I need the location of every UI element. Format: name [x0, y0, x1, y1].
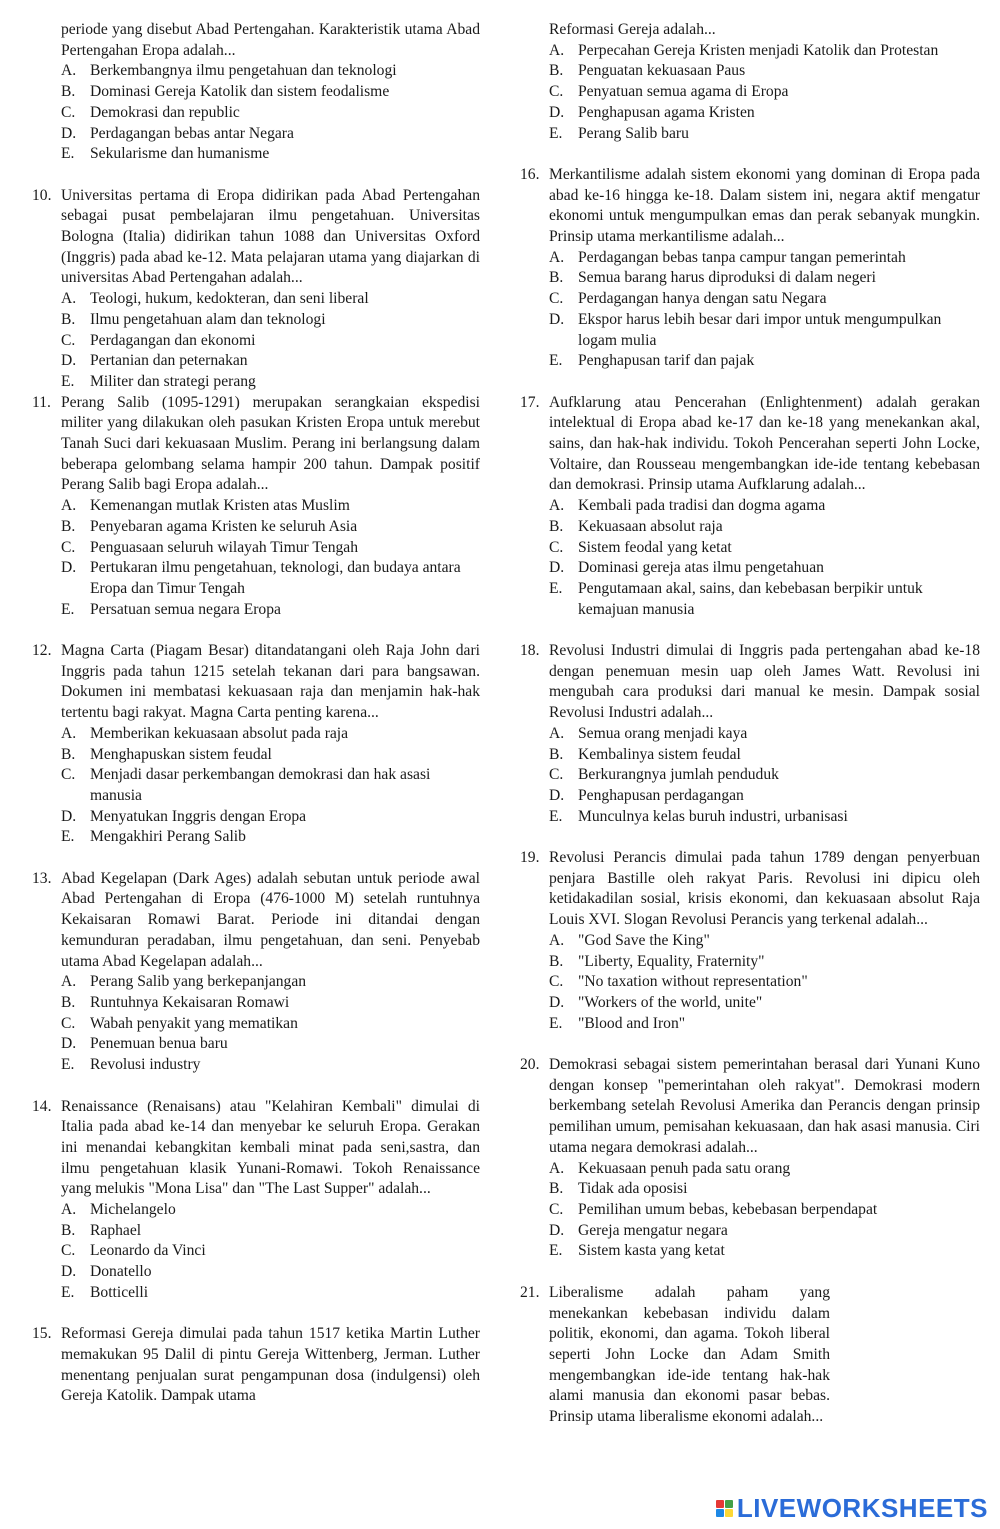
question-stem: Universitas pertama di Eropa didirikan pada Abad Pertengahan sebagai pusat pembelajaran ilmu pengetahuan. Universitas Bologna (Italia) didirikan tahun 1088 dan Universitas Oxford (Inggris) pada abad ke-12. Mata pelajaran utama yang diajarkan di universitas Abad Pertengahan adalah... [61, 186, 480, 287]
option-c[interactable]: C. Demokrasi dan republic [61, 103, 240, 121]
option-c[interactable]: C. "No taxation without representation" [549, 973, 808, 991]
question-stem: Revolusi Perancis dimulai pada tahun 1789 dengan penyerbuan penjara Bastille oleh rakyat Paris. Revolusi ini dipicu oleh ketidakadilan sosial, krisis ekonomi, dan kekuasaan absolut Raja Louis XVI. Slogan Revolusi Perancis yang terkenal adalah... [549, 849, 980, 929]
question-stem: periode yang disebut Abad Pertengahan. Karakteristik utama Abad Pertengahan Eropa adalah... [61, 21, 480, 59]
question-number: 14. [32, 1097, 52, 1115]
question-stem: Aufklarung atau Pencerahan (Enlightenment) adalah gerakan intelektual di Eropa abad ke-17 dan ke-18 yang menekankan akal, sains, dan hak-hak individu. Tokoh Pencerahan seperti John Locke, Voltaire, dan Rousseau mengembangkan ide-ide tentang kebebasan dan demokrasi. Prinsip utama Aufklarung adalah... [549, 393, 980, 494]
question-stem: Merkantilisme adalah sistem ekonomi yang dominan di Eropa pada abad ke-16 hingga ke-18. Dalam sistem ini, negara aktif mengatur ekonomi untuk mengumpulkan emas dan perak sebanyak mungkin. Prinsip utama merkantilisme adalah... [549, 165, 980, 246]
question-stem: Revolusi Industri dimulai di Inggris pada pertengahan abad ke-18 dengan penemuan mesin uap oleh James Watt. Revolusi ini mengubah cara produksi dari manual ke mesin. Dampak sosial Revolusi Industri adalah... [549, 642, 980, 722]
option-c[interactable]: C. Menjadi dasar perkembangan demokrasi dan hak asasi manusia [61, 766, 431, 804]
option-d[interactable]: D. Donatello [61, 1263, 152, 1281]
option-d[interactable]: D. Penemuan benua baru [61, 1035, 228, 1053]
question-number: 19. [520, 849, 540, 867]
option-a[interactable]: A. Kekuasaan penuh pada satu orang [549, 1159, 791, 1177]
question-number: 16. [520, 165, 540, 183]
option-d[interactable]: D. "Workers of the world, unite" [549, 993, 763, 1011]
question-15 [32, 1324, 480, 1407]
option-a[interactable]: A. Teologi, hukum, kedokteran, dan seni liberal [61, 290, 369, 308]
question-stem: Demokrasi sebagai sistem pemerintahan berasal dari Yunani Kuno dengan konsep "pemerintahan oleh rakyat". Demokrasi modern berkembang setelah Revolusi Amerika dan Perancis dengan prinsip pemilihan umum, pemisahan kekuasaan, dan hak asasi manusia. Ciri utama negara demokrasi adalah... [549, 1056, 980, 1156]
option-d[interactable]: D. Penghapusan agama Kristen [549, 103, 755, 121]
option-a[interactable]: A. "God Save the King" [549, 931, 710, 949]
option-d[interactable]: D. Dominasi gereja atas ilmu pengetahuan [549, 559, 824, 577]
question-11 [32, 393, 480, 621]
option-e[interactable]: E. Sistem kasta yang ketat [549, 1242, 725, 1260]
option-a[interactable]: A. Semua orang menjadi kaya [549, 724, 748, 742]
question-stem: Magna Carta (Piagam Besar) ditandatangani oleh Raja John dari Inggris pada tahun 1215 setelah tekanan dari para bangsawan. Dokumen ini membatasi kekuasaan raja dan menjamin hak-hak tertentu bagi rakyat. Magna Carta penting karena... [61, 642, 480, 722]
question-stem: Reformasi Gereja adalah... [549, 21, 716, 38]
option-d[interactable]: D. Pertukaran ilmu pengetahuan, teknologi, dan budaya antara Eropa dan Timur Tengah [61, 559, 461, 597]
option-c[interactable]: C. Wabah penyakit yang mematikan [61, 1014, 298, 1032]
question-9-continued [32, 20, 480, 165]
option-d[interactable]: D. Gereja mengatur negara [549, 1221, 728, 1239]
option-c[interactable]: C. Penguasaan seluruh wilayah Timur Tengah [61, 538, 359, 556]
option-b[interactable]: B. Raphael [61, 1221, 142, 1239]
option-a[interactable]: A. Michelangelo [61, 1201, 176, 1219]
option-c[interactable]: C. Berkurangnya jumlah penduduk [549, 766, 779, 784]
question-number: 10. [32, 186, 52, 204]
question-10 [32, 186, 480, 393]
option-a[interactable]: A. Perdagangan bebas tanpa campur tangan pemerintah [549, 248, 906, 266]
question-number: 18. [520, 642, 540, 660]
option-e[interactable]: E. Revolusi industry [61, 1056, 201, 1074]
option-e[interactable]: E. Persatuan semua negara Eropa [61, 600, 281, 618]
option-e[interactable]: E. Mengakhiri Perang Salib [61, 828, 246, 846]
question-stem: Renaissance (Renaisans) atau "Kelahiran Kembali" dimulai di Italia pada abad ke-14 dan menyebar ke seluruh Eropa. Gerakan ini menandai kebangkitan kembali minat pada seni,sastra, dan ilmu pengetahuan klasik Yunani-Romawi. Tokoh Renaissance yang melukis "Mona Lisa" dan "The Last Supper" adalah... [61, 1097, 480, 1198]
option-c[interactable]: C. Perdagangan hanya dengan satu Negara [549, 290, 827, 308]
option-a[interactable]: A. Perpecahan Gereja Kristen menjadi Katolik dan Protestan [549, 41, 939, 59]
option-e[interactable]: E. Perang Salib baru [549, 124, 689, 142]
left-column [32, 20, 480, 1407]
option-a[interactable]: A. Berkembangnya ilmu pengetahuan dan teknologi [61, 62, 397, 80]
option-a[interactable]: A. Perang Salib yang berkepanjangan [61, 973, 307, 991]
option-d[interactable]: D. Menyatukan Inggris dengan Eropa [61, 807, 307, 825]
question-number: 15. [32, 1325, 52, 1343]
option-e[interactable]: E. Botticelli [61, 1283, 149, 1301]
question-number: 13. [32, 869, 52, 887]
liveworksheets-logo-icon [716, 1500, 733, 1517]
option-b[interactable]: B. Tidak ada oposisi [549, 1180, 688, 1198]
question-number: 20. [520, 1056, 540, 1074]
option-b[interactable]: B. Ilmu pengetahuan alam dan teknologi [61, 310, 326, 328]
question-15-continued [520, 20, 980, 144]
option-a[interactable]: A. Kembali pada tradisi dan dogma agama [549, 497, 826, 515]
question-12 [32, 641, 480, 848]
question-number: 17. [520, 393, 540, 411]
option-c[interactable]: C. Penyatuan semua agama di Eropa [549, 83, 789, 101]
option-c[interactable]: C. Leonardo da Vinci [61, 1242, 206, 1260]
option-e[interactable]: E. Sekularisme dan humanisme [61, 145, 270, 163]
option-c[interactable]: C. Pemilihan umum bebas, kebebasan berpendapat [549, 1201, 878, 1218]
brand-name: LIVEWORKSHEETS [736, 1492, 988, 1523]
liveworksheets-brand[interactable] [716, 1491, 988, 1525]
option-b[interactable]: B. Penyebaran agama Kristen ke seluruh Asia [61, 517, 358, 535]
option-b[interactable]: B. Menghapuskan sistem feudal [61, 745, 272, 763]
question-14 [32, 1097, 480, 1304]
question-13 [32, 869, 480, 1076]
question-17 [520, 393, 980, 621]
option-e[interactable]: E. Pengutamaan akal, sains, dan kebebasan berpikir untuk kemajuan manusia [549, 579, 923, 618]
question-stem: Reformasi Gereja dimulai pada tahun 1517 ketika Martin Luther memakukan 95 Dalil di pintu Gereja Wittenberg, Jerman. Luther menentang penjualan surat pengampunan dosa (indulgensi) oleh Gereja Katolik. Dampak utama [61, 1325, 480, 1405]
question-stem: Liberalisme adalah paham yang menekankan kebebasan individu dalam politik, ekonomi, dan agama. Tokoh liberal seperti John Locke dan Adam Smith mengembangkan ide-ide tentang hak-hak alami manusia dan ekonomi pasar bebas. Prinsip utama liberalisme ekonomi adalah... [549, 1283, 830, 1426]
right-column [520, 20, 980, 1428]
option-b[interactable]: B. "Liberty, Equality, Fraternity" [549, 952, 765, 970]
option-a[interactable]: A. Memberikan kekuasaan absolut pada raja [61, 724, 349, 742]
option-e[interactable]: E. Militer dan strategi perang [61, 372, 256, 390]
question-number: 11. [32, 393, 51, 411]
option-e[interactable]: E. Penghapusan tarif dan pajak [549, 352, 755, 370]
question-number: 12. [32, 642, 52, 660]
option-b[interactable]: B. Runtuhnya Kekaisaran Romawi [61, 994, 290, 1011]
option-e[interactable]: E. Munculnya kelas buruh industri, urbanisasi [549, 807, 848, 825]
question-21 [520, 1283, 980, 1428]
question-20 [520, 1055, 980, 1262]
option-e[interactable]: E. "Blood and Iron" [549, 1014, 686, 1032]
question-18 [520, 641, 980, 827]
option-c[interactable]: C. Perdagangan dan ekonomi [61, 331, 256, 349]
option-d[interactable]: D. Pertanian dan peternakan [61, 352, 248, 370]
option-a[interactable]: A. Kemenangan mutlak Kristen atas Muslim [61, 497, 350, 515]
question-19 [520, 848, 980, 1034]
question-number: 21. [520, 1283, 540, 1301]
question-16 [520, 165, 980, 372]
option-d[interactable]: D. Ekspor harus lebih besar dari impor untuk mengumpulkan logam mulia [549, 310, 942, 349]
option-b[interactable]: B. Kekuasaan absolut raja [549, 517, 723, 535]
question-stem: Perang Salib (1095-1291) merupakan serangkaian ekspedisi militer yang dilakukan oleh pasukan Kristen Eropa untuk merebut Tanah Suci dari kekuasaan Muslim. Perang ini berlangsung dalam beberapa gelombang selama hampir 200 tahun. Dampak positif Perang Salib bagi Eropa adalah... [61, 393, 480, 494]
option-b[interactable]: B. Penguatan kekuasaan Paus [549, 62, 746, 80]
option-b[interactable]: B. Semua barang harus diproduksi di dalam negeri [549, 269, 876, 287]
question-stem: Abad Kegelapan (Dark Ages) adalah sebutan untuk periode awal Abad Pertengahan di Eropa (476-1000 M) setelah runtuhnya Kekaisaran Romawi Barat. Periode ini ditandai dengan kemunduran peradaban, ilmu pengetahuan, dan seni. Penyebab utama Abad Kegelapan adalah... [61, 869, 480, 970]
option-b[interactable]: B. Dominasi Gereja Katolik dan sistem feodalisme [61, 83, 390, 101]
option-d[interactable]: D. Perdagangan bebas antar Negara [61, 124, 294, 142]
option-c[interactable]: C. Sistem feodal yang ketat [549, 538, 732, 556]
option-d[interactable]: D. Penghapusan perdagangan [549, 786, 744, 804]
option-b[interactable]: B. Kembalinya sistem feudal [549, 745, 741, 763]
